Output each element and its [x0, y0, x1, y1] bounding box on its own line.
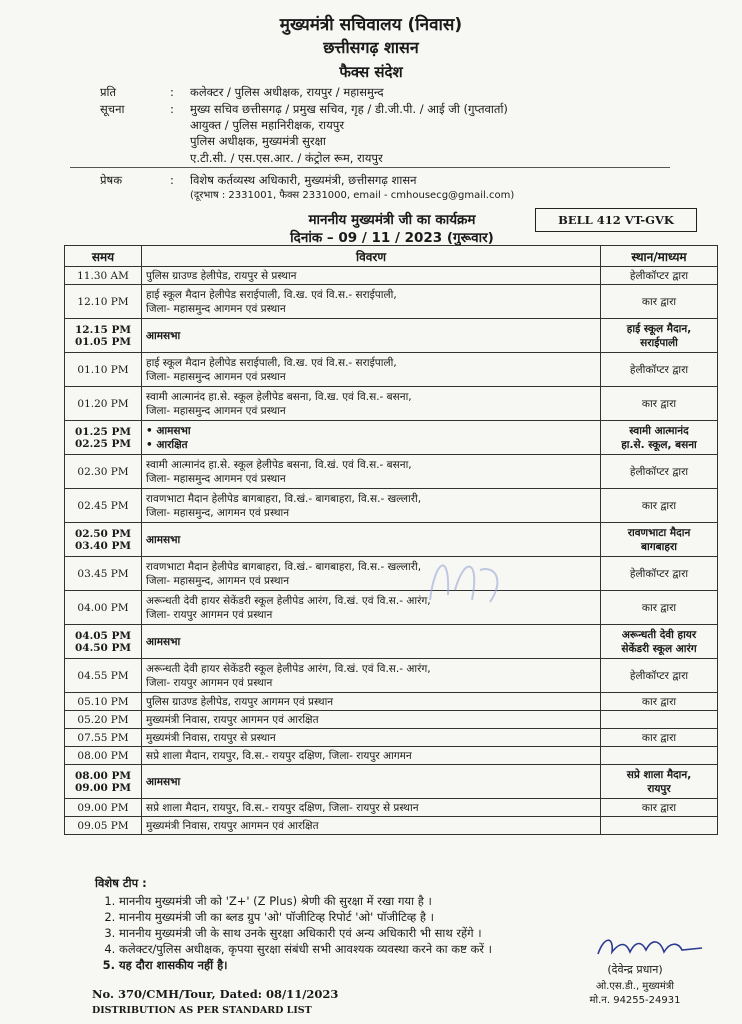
details-cell-line: स्वामी आत्मानंद हा.से. स्कूल हेलीपेड बसना, वि.खं. एवं वि.स.- बसना,	[146, 458, 412, 471]
details-cell	[142, 799, 601, 817]
info-line: मुख्य सचिव छत्तीसगढ़ / प्रमुख सचिव, गृह / डी.जी.पी. / आई जी (गुप्तवार्ता)	[190, 102, 508, 116]
mode-cell-line: रावणभाटा मैदान	[627, 526, 691, 539]
time-cell	[65, 421, 142, 455]
time-cell-line: 01.25 PM	[74, 425, 132, 438]
signature-scribble	[590, 930, 710, 964]
mode-cell-line: बागबाहरा	[641, 540, 677, 553]
schedule-table	[64, 245, 718, 835]
time-cell	[65, 817, 142, 835]
time-cell-line: 02.45 PM	[77, 499, 129, 512]
table-row	[65, 747, 718, 765]
details-cell	[142, 285, 601, 319]
mode-cell	[601, 319, 718, 353]
note-item: 1. माननीय मुख्यमंत्री जी को 'Z+' (Z Plus) श्रेणी की सुरक्षा में रखा गया है ।	[119, 893, 492, 909]
table-row	[65, 711, 718, 729]
time-cell-line: 08.00 PM	[74, 769, 132, 782]
time-cell	[65, 799, 142, 817]
details-cell-line: आमसभा	[146, 329, 181, 342]
mode-cell-line: सप्रे शाला मैदान,	[626, 768, 692, 781]
mode-cell-line: हेलीकॉप्टर द्वारा	[629, 465, 689, 478]
details-cell-line: रावणभाटा मैदान हेलीपेड बागबाहरा, वि.खं.- बागबाहरा, वि.स.- खल्लारी,	[146, 492, 422, 505]
table-row	[65, 729, 718, 747]
details-cell	[142, 693, 601, 711]
mode-cell-line: हाई स्कूल मैदान,	[626, 322, 692, 335]
details-cell-line: जिला- महासमुन्द आगमन एवं प्रस्थान	[146, 472, 286, 485]
table-body	[65, 267, 718, 835]
time-cell-line: 05.20 PM	[77, 713, 129, 726]
to-text: कलेक्टर / पुलिस अधीक्षक, रायपुर / महासमुन्द	[190, 85, 384, 99]
table-header-row	[65, 246, 718, 267]
details-cell-line: सप्रे शाला मैदान, रायपुर, वि.स.- रायपुर दक्षिण, जिला- रायपुर आगमन	[146, 749, 412, 762]
mode-cell-line: अरून्धती देवी हायर	[621, 628, 697, 641]
info-row	[100, 101, 720, 171]
details-cell-line: स्वामी आत्मानंद हा.से. स्कूल हेलीपेड बसना, वि.ख. एवं वि.स.- बसना,	[146, 390, 412, 403]
info-line: पुलिस अधीक्षक, मुख्यमंत्री सुरक्षा	[190, 134, 326, 148]
mode-cell-line: कार द्वारा	[641, 731, 677, 744]
table-row	[65, 625, 718, 659]
table-row	[65, 267, 718, 285]
details-cell-line: मुख्यमंत्री निवास, रायपुर आगमन एवं आरक्षित	[146, 819, 319, 832]
office-title: मुख्यमंत्री सचिवालय (निवास)	[279, 15, 463, 35]
note-item: 3. माननीय मुख्यमंत्री जी के साथ उनके सुरक्षा अधिकारी एवं अन्य अधिकारी भी साथ रहेंगे ।	[119, 925, 492, 941]
time-cell-line: 09.00 PM	[77, 801, 129, 814]
mode-cell	[601, 523, 718, 557]
time-cell-line: 04.50 PM	[74, 641, 132, 654]
time-cell-line: 02.30 PM	[77, 465, 129, 478]
reference-number: No. 370/CMH/Tour, Dated: 08/11/2023	[92, 987, 339, 1001]
time-cell-line: 07.55 PM	[77, 731, 129, 744]
mode-cell-line: कार द्वारा	[641, 397, 677, 410]
mode-cell-line: हेलीकॉप्टर द्वारा	[629, 669, 689, 682]
details-cell	[142, 353, 601, 387]
sender-line: विशेष कर्तव्यस्थ अधिकारी, मुख्यमंत्री, छत्तीसगढ़ शासन	[190, 173, 417, 187]
mode-cell	[601, 285, 718, 319]
ink-stamp-mark	[410, 540, 520, 610]
details-cell	[142, 523, 601, 557]
time-cell-line: 05.10 PM	[77, 695, 129, 708]
note-item: 2. माननीय मुख्यमंत्री जी का ब्लड ग्रुप 'ओ' पॉजीटिव्ह रिपोर्ट 'ओ' पॉजीटिव्ह है ।	[119, 909, 492, 925]
notes-title: विशेष टीप :	[95, 876, 147, 890]
table-row	[65, 799, 718, 817]
time-cell	[65, 353, 142, 387]
government-title: छत्तीसगढ़ शासन	[323, 38, 419, 57]
time-cell	[65, 591, 142, 625]
table-row	[65, 765, 718, 799]
table-row	[65, 693, 718, 711]
note-item: 4. कलेक्टर/पुलिस अधीक्षक, कृपया सुरक्षा संबंधी सभी आवश्यक व्यवस्था करने का कष्ट करें ।	[119, 941, 492, 957]
details-cell-line: जिला- रायपुर आगमन एवं प्रस्थान	[146, 676, 273, 689]
info-label: सूचना	[100, 102, 125, 116]
time-cell-line: 09.05 PM	[77, 819, 129, 832]
mode-cell	[601, 817, 718, 835]
time-cell-line: 08.00 PM	[77, 749, 129, 762]
time-cell	[65, 387, 142, 421]
details-cell-line: जिला- महासमुन्द आगमन एवं प्रस्थान	[146, 370, 286, 383]
mode-cell-line: रायपुर	[647, 782, 671, 795]
table-row	[65, 557, 718, 591]
time-cell	[65, 489, 142, 523]
time-cell	[65, 455, 142, 489]
details-cell-line: जिला- महासमुन्द आगमन एवं प्रस्थान	[146, 302, 286, 315]
sender-row	[100, 172, 720, 206]
sender-label: प्रेषक	[100, 173, 123, 187]
mode-cell	[601, 421, 718, 455]
details-cell-line: मुख्यमंत्री निवास, रायपुर से प्रस्थान	[146, 731, 276, 744]
details-cell-line: अरून्धती देवी हायर सेकेंडरी स्कूल हेलीपेड आरंग, वि.खं. एवं वि.स.- आरंग,	[146, 594, 431, 607]
mode-cell	[601, 659, 718, 693]
time-cell-line: 01.10 PM	[77, 363, 129, 376]
signatory-designation: ओ.एस.डी., मुख्यमंत्री	[595, 981, 675, 992]
table-row	[65, 319, 718, 353]
mode-cell-line: कार द्वारा	[641, 295, 677, 308]
details-cell-line: रावणभाटा मैदान हेलीपेड बागबाहरा, वि.खं.- बागबाहरा, वि.स.- खल्लारी,	[146, 560, 422, 573]
details-cell-line: अरून्धती देवी हायर सेकेंडरी स्कूल हेलीपेड आरंग, वि.खं. एवं वि.स.- आरंग,	[146, 662, 431, 675]
mode-cell	[601, 799, 718, 817]
details-cell	[142, 659, 601, 693]
details-cell	[142, 455, 601, 489]
notes-list	[95, 893, 492, 973]
time-cell-line: 02.50 PM	[74, 527, 132, 540]
mode-cell	[601, 625, 718, 659]
time-cell	[65, 625, 142, 659]
time-cell	[65, 729, 142, 747]
details-cell-line: जिला- महासमुन्द, आगमन एवं प्रस्थान	[146, 506, 290, 519]
details-cell	[142, 387, 601, 421]
mode-cell	[601, 729, 718, 747]
time-cell-line: 04.00 PM	[77, 601, 129, 614]
details-cell	[142, 591, 601, 625]
sender-colon: :	[170, 173, 174, 187]
mode-cell-line: कार द्वारा	[641, 601, 677, 614]
details-cell	[142, 267, 601, 285]
mode-cell-line: हेलीकॉप्टर द्वारा	[629, 269, 689, 282]
program-title-block	[262, 211, 522, 247]
mode-cell	[601, 765, 718, 799]
time-cell-line: 04.55 PM	[77, 669, 129, 682]
program-title: माननीय मुख्यमंत्री जी का कार्यक्रम	[308, 212, 476, 228]
details-cell-line: आमसभा	[146, 775, 181, 788]
time-cell-line: 03.40 PM	[74, 539, 132, 552]
details-cell	[142, 729, 601, 747]
fax-title: फैक्स संदेश	[339, 63, 403, 81]
details-cell	[142, 557, 601, 591]
mode-cell	[601, 455, 718, 489]
table-row	[65, 523, 718, 557]
details-cell	[142, 747, 601, 765]
details-cell-line: आमसभा	[146, 635, 181, 648]
details-cell	[142, 319, 601, 353]
table-row	[65, 817, 718, 835]
table-row	[65, 591, 718, 625]
time-cell-line: 12.15 PM	[74, 323, 132, 336]
details-cell-line: आमसभा	[146, 533, 181, 546]
mode-cell	[601, 267, 718, 285]
mode-cell	[601, 489, 718, 523]
details-cell	[142, 711, 601, 729]
to-colon: :	[170, 85, 174, 99]
header-mode: स्थान/माध्यम	[601, 246, 718, 267]
table-row	[65, 285, 718, 319]
mode-cell	[601, 353, 718, 387]
time-cell	[65, 659, 142, 693]
time-cell	[65, 319, 142, 353]
mode-cell	[601, 591, 718, 625]
table-row	[65, 489, 718, 523]
time-cell	[65, 747, 142, 765]
time-cell	[65, 267, 142, 285]
time-cell	[65, 765, 142, 799]
mode-cell	[601, 693, 718, 711]
time-cell-line: 01.20 PM	[77, 397, 129, 410]
details-cell-line: हाई स्कूल मैदान हेलीपेड सराईपाली, वि.ख. एवं वि.स.- सराईपाली,	[146, 356, 397, 369]
details-cell	[142, 765, 601, 799]
mode-cell	[601, 557, 718, 591]
time-cell-line: 11.30 AM	[77, 269, 129, 282]
header-time: समय	[65, 246, 142, 267]
details-cell	[142, 817, 601, 835]
distribution-note: DISTRIBUTION AS PER STANDARD LIST	[92, 1005, 312, 1016]
details-cell-line: मुख्यमंत्री निवास, रायपुर आगमन एवं आरक्षित	[146, 713, 319, 726]
time-cell	[65, 693, 142, 711]
time-cell-line: 01.05 PM	[74, 335, 132, 348]
time-cell-line: 09.00 PM	[74, 781, 132, 794]
special-notes	[95, 876, 492, 973]
details-cell	[142, 489, 601, 523]
to-label: प्रति	[100, 85, 117, 99]
table-row	[65, 659, 718, 693]
aircraft-box: BELL 412 VT-GVK	[535, 208, 697, 232]
details-cell-line: हाई स्कूल मैदान हेलीपेड सराईपाली, वि.ख. एवं वि.स.- सराईपाली,	[146, 288, 397, 301]
header-details: विवरण	[142, 246, 601, 267]
mode-cell-line: हेलीकॉप्टर द्वारा	[629, 363, 689, 376]
mode-cell	[601, 387, 718, 421]
table-row	[65, 387, 718, 421]
details-cell	[142, 421, 601, 455]
time-cell	[65, 523, 142, 557]
table-row	[65, 421, 718, 455]
mode-cell-line: सराईपाली	[640, 336, 678, 349]
time-cell	[65, 711, 142, 729]
time-cell-line: 02.25 PM	[74, 437, 132, 450]
signatory-name: (देवेन्द्र प्रधान)	[607, 963, 663, 976]
mode-cell-line: स्वामी आत्मानंद	[629, 424, 689, 437]
time-cell-line: 04.05 PM	[74, 629, 132, 642]
time-cell-line: 03.45 PM	[77, 567, 129, 580]
table-row	[65, 353, 718, 387]
sender-contact: (दूरभाष : 2331001, फैक्स 2331000, email - cmhousecg@gmail.com)	[190, 190, 515, 201]
info-colon: :	[170, 102, 174, 116]
program-date: दिनांक – 09 / 11 / 2023 (गुरूवार)	[290, 230, 494, 246]
time-cell-line: 12.10 PM	[77, 295, 129, 308]
details-cell-line: पुलिस ग्राउण्ड हेलीपेड, रायपुर से प्रस्थान	[146, 269, 297, 282]
mode-cell-line: कार द्वारा	[641, 695, 677, 708]
divider	[70, 167, 670, 168]
table-row	[65, 455, 718, 489]
info-line: आयुक्त / पुलिस महानिरीक्षक, रायपुर	[190, 118, 345, 132]
info-line: ए.टी.सी. / एस.एस.आर. / कंट्रोल रूम, रायपुर	[190, 151, 383, 165]
details-cell-line: • आमसभा	[146, 424, 191, 437]
details-cell-line: जिला- महासमुन्द आगमन एवं प्रस्थान	[146, 404, 286, 417]
mode-cell-line: हा.से. स्कूल, बसना	[621, 438, 697, 451]
signatory-mobile: मो.न. 94255-24931	[589, 995, 681, 1006]
details-cell-line: पुलिस ग्राउण्ड हेलीपेड, रायपुर आगमन एवं प्रस्थान	[146, 695, 334, 708]
mode-cell-line: हेलीकॉप्टर द्वारा	[629, 567, 689, 580]
details-cell-line: • आरक्षित	[146, 438, 188, 451]
mode-cell-line: कार द्वारा	[641, 499, 677, 512]
mode-cell	[601, 711, 718, 729]
details-cell	[142, 625, 601, 659]
mode-cell	[601, 747, 718, 765]
time-cell	[65, 285, 142, 319]
details-cell-line: जिला- महासमुन्द, आगमन एवं प्रस्थान	[146, 574, 290, 587]
details-cell-line: जिला- रायपुर आगमन एवं प्रस्थान	[146, 608, 273, 621]
note-item: 5. यह दौरा शासकीय नहीं है।	[119, 957, 492, 973]
mode-cell-line: कार द्वारा	[641, 801, 677, 814]
time-cell	[65, 557, 142, 591]
mode-cell-line: सेकेंडरी स्कूल आरंग	[621, 642, 697, 655]
details-cell-line: सप्रे शाला मैदान, रायपुर, वि.स.- रायपुर दक्षिण, जिला- रायपुर से प्रस्थान	[146, 801, 419, 814]
